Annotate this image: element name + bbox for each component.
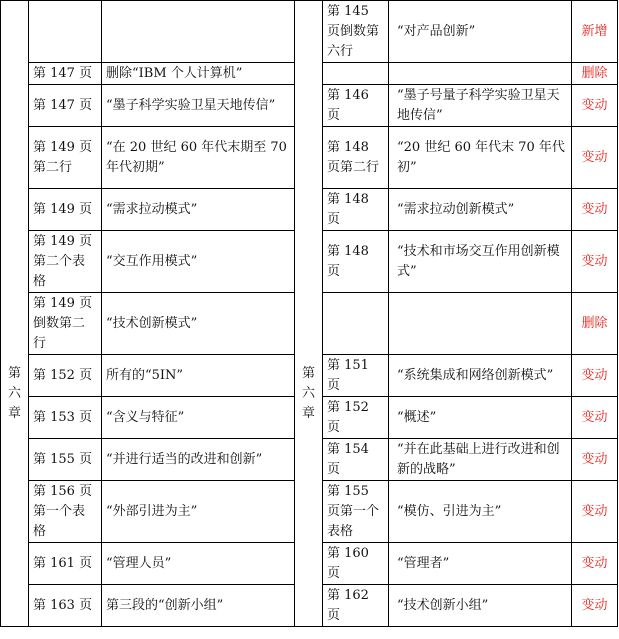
old-location-cell: 第 152 页 [29, 355, 102, 397]
old-location-cell: 第 149 页 [29, 189, 102, 231]
change-type-label: 变动 [572, 127, 618, 189]
new-location-cell: 第 160 页 [323, 543, 389, 585]
old-text-cell: “墨子科学实验卫星天地传信” [102, 85, 295, 127]
chapter-char: 第 [301, 365, 315, 381]
change-type-label: 变动 [572, 481, 618, 543]
change-type-label: 变动 [572, 355, 618, 397]
change-type-label: 删除 [572, 63, 618, 85]
change-type-label: 新增 [572, 1, 618, 63]
chapter-char: 六 [301, 385, 315, 401]
old-location-cell: 第 155 页 [29, 439, 102, 481]
new-location-cell [323, 293, 389, 355]
old-text-cell: “交互作用模式” [102, 231, 295, 293]
change-type-label: 删除 [572, 293, 618, 355]
new-location-cell [323, 63, 389, 85]
new-text-cell: “技术创新小组” [389, 585, 572, 627]
chapter-label-left [1, 1, 29, 627]
old-location-cell: 第 147 页 [29, 85, 102, 127]
old-location-cell: 第 153 页 [29, 397, 102, 439]
chapter-label-right [295, 1, 323, 627]
change-type-label: 变动 [572, 189, 618, 231]
old-text-cell [102, 1, 295, 63]
old-location-cell: 第 156 页第一个表格 [29, 481, 102, 543]
old-text-cell: “技术创新模式” [102, 293, 295, 355]
new-location-cell: 第 155 页第一个表格 [323, 481, 389, 543]
old-text-cell: “并进行适当的改进和创新” [102, 439, 295, 481]
change-type-label: 变动 [572, 585, 618, 627]
old-location-cell: 第 149 页第二行 [29, 127, 102, 189]
new-location-cell: 第 146 页 [323, 85, 389, 127]
new-text-cell [389, 63, 572, 85]
new-location-cell: 第 152 页 [323, 397, 389, 439]
change-type-label: 变动 [572, 85, 618, 127]
new-location-cell: 第 151 页 [323, 355, 389, 397]
new-location-cell: 第 154 页 [323, 439, 389, 481]
chapter-char: 章 [301, 405, 315, 421]
new-text-cell: “管理者” [389, 543, 572, 585]
old-text-cell: “在 20 世纪 60 年代末期至 70 年代初期” [102, 127, 295, 189]
new-text-cell: “技术和市场交互作用创新模式” [389, 231, 572, 293]
old-text-cell: 第三段的“创新小组” [102, 585, 295, 627]
new-location-cell: 第 162 页 [323, 585, 389, 627]
new-location-cell: 第 145 页倒数第六行 [323, 1, 389, 63]
old-text-cell: “管理人员” [102, 543, 295, 585]
chapter-char: 章 [7, 405, 21, 421]
new-text-cell: “系统集成和网络创新模式” [389, 355, 572, 397]
new-text-cell: “模仿、引进为主” [389, 481, 572, 543]
old-text-cell: “外部引进为主” [102, 481, 295, 543]
new-text-cell [389, 293, 572, 355]
change-type-label: 变动 [572, 439, 618, 481]
old-location-cell: 第 149 页第二个表格 [29, 231, 102, 293]
new-text-cell: “墨子号量子科学实验卫星天地传信” [389, 85, 572, 127]
change-type-label: 变动 [572, 543, 618, 585]
change-type-label: 变动 [572, 397, 618, 439]
new-text-cell: “并在此基础上进行改进和创新的战略” [389, 439, 572, 481]
old-location-cell: 第 149 页倒数第二行 [29, 293, 102, 355]
change-type-label: 变动 [572, 231, 618, 293]
old-location-cell [29, 1, 102, 63]
new-text-cell: “概述” [389, 397, 572, 439]
old-location-cell: 第 147 页 [29, 63, 102, 85]
table-row [1, 1, 618, 63]
new-text-cell: “需求拉动创新模式” [389, 189, 572, 231]
old-location-cell: 第 161 页 [29, 543, 102, 585]
chapter-char: 六 [7, 385, 21, 401]
new-location-cell: 第 148 页 [323, 231, 389, 293]
old-text-cell: 删除“IBM 个人计算机” [102, 63, 295, 85]
chapter-char: 第 [7, 365, 21, 381]
old-location-cell: 第 163 页 [29, 585, 102, 627]
new-text-cell: “对产品创新” [389, 1, 572, 63]
new-text-cell: “20 世纪 60 年代末 70 年代初” [389, 127, 572, 189]
old-text-cell: “含义与特征” [102, 397, 295, 439]
old-text-cell: 所有的“5IN” [102, 355, 295, 397]
new-location-cell: 第 148 页 [323, 189, 389, 231]
old-text-cell: “需求拉动模式” [102, 189, 295, 231]
new-location-cell: 第 148 页第二行 [323, 127, 389, 189]
